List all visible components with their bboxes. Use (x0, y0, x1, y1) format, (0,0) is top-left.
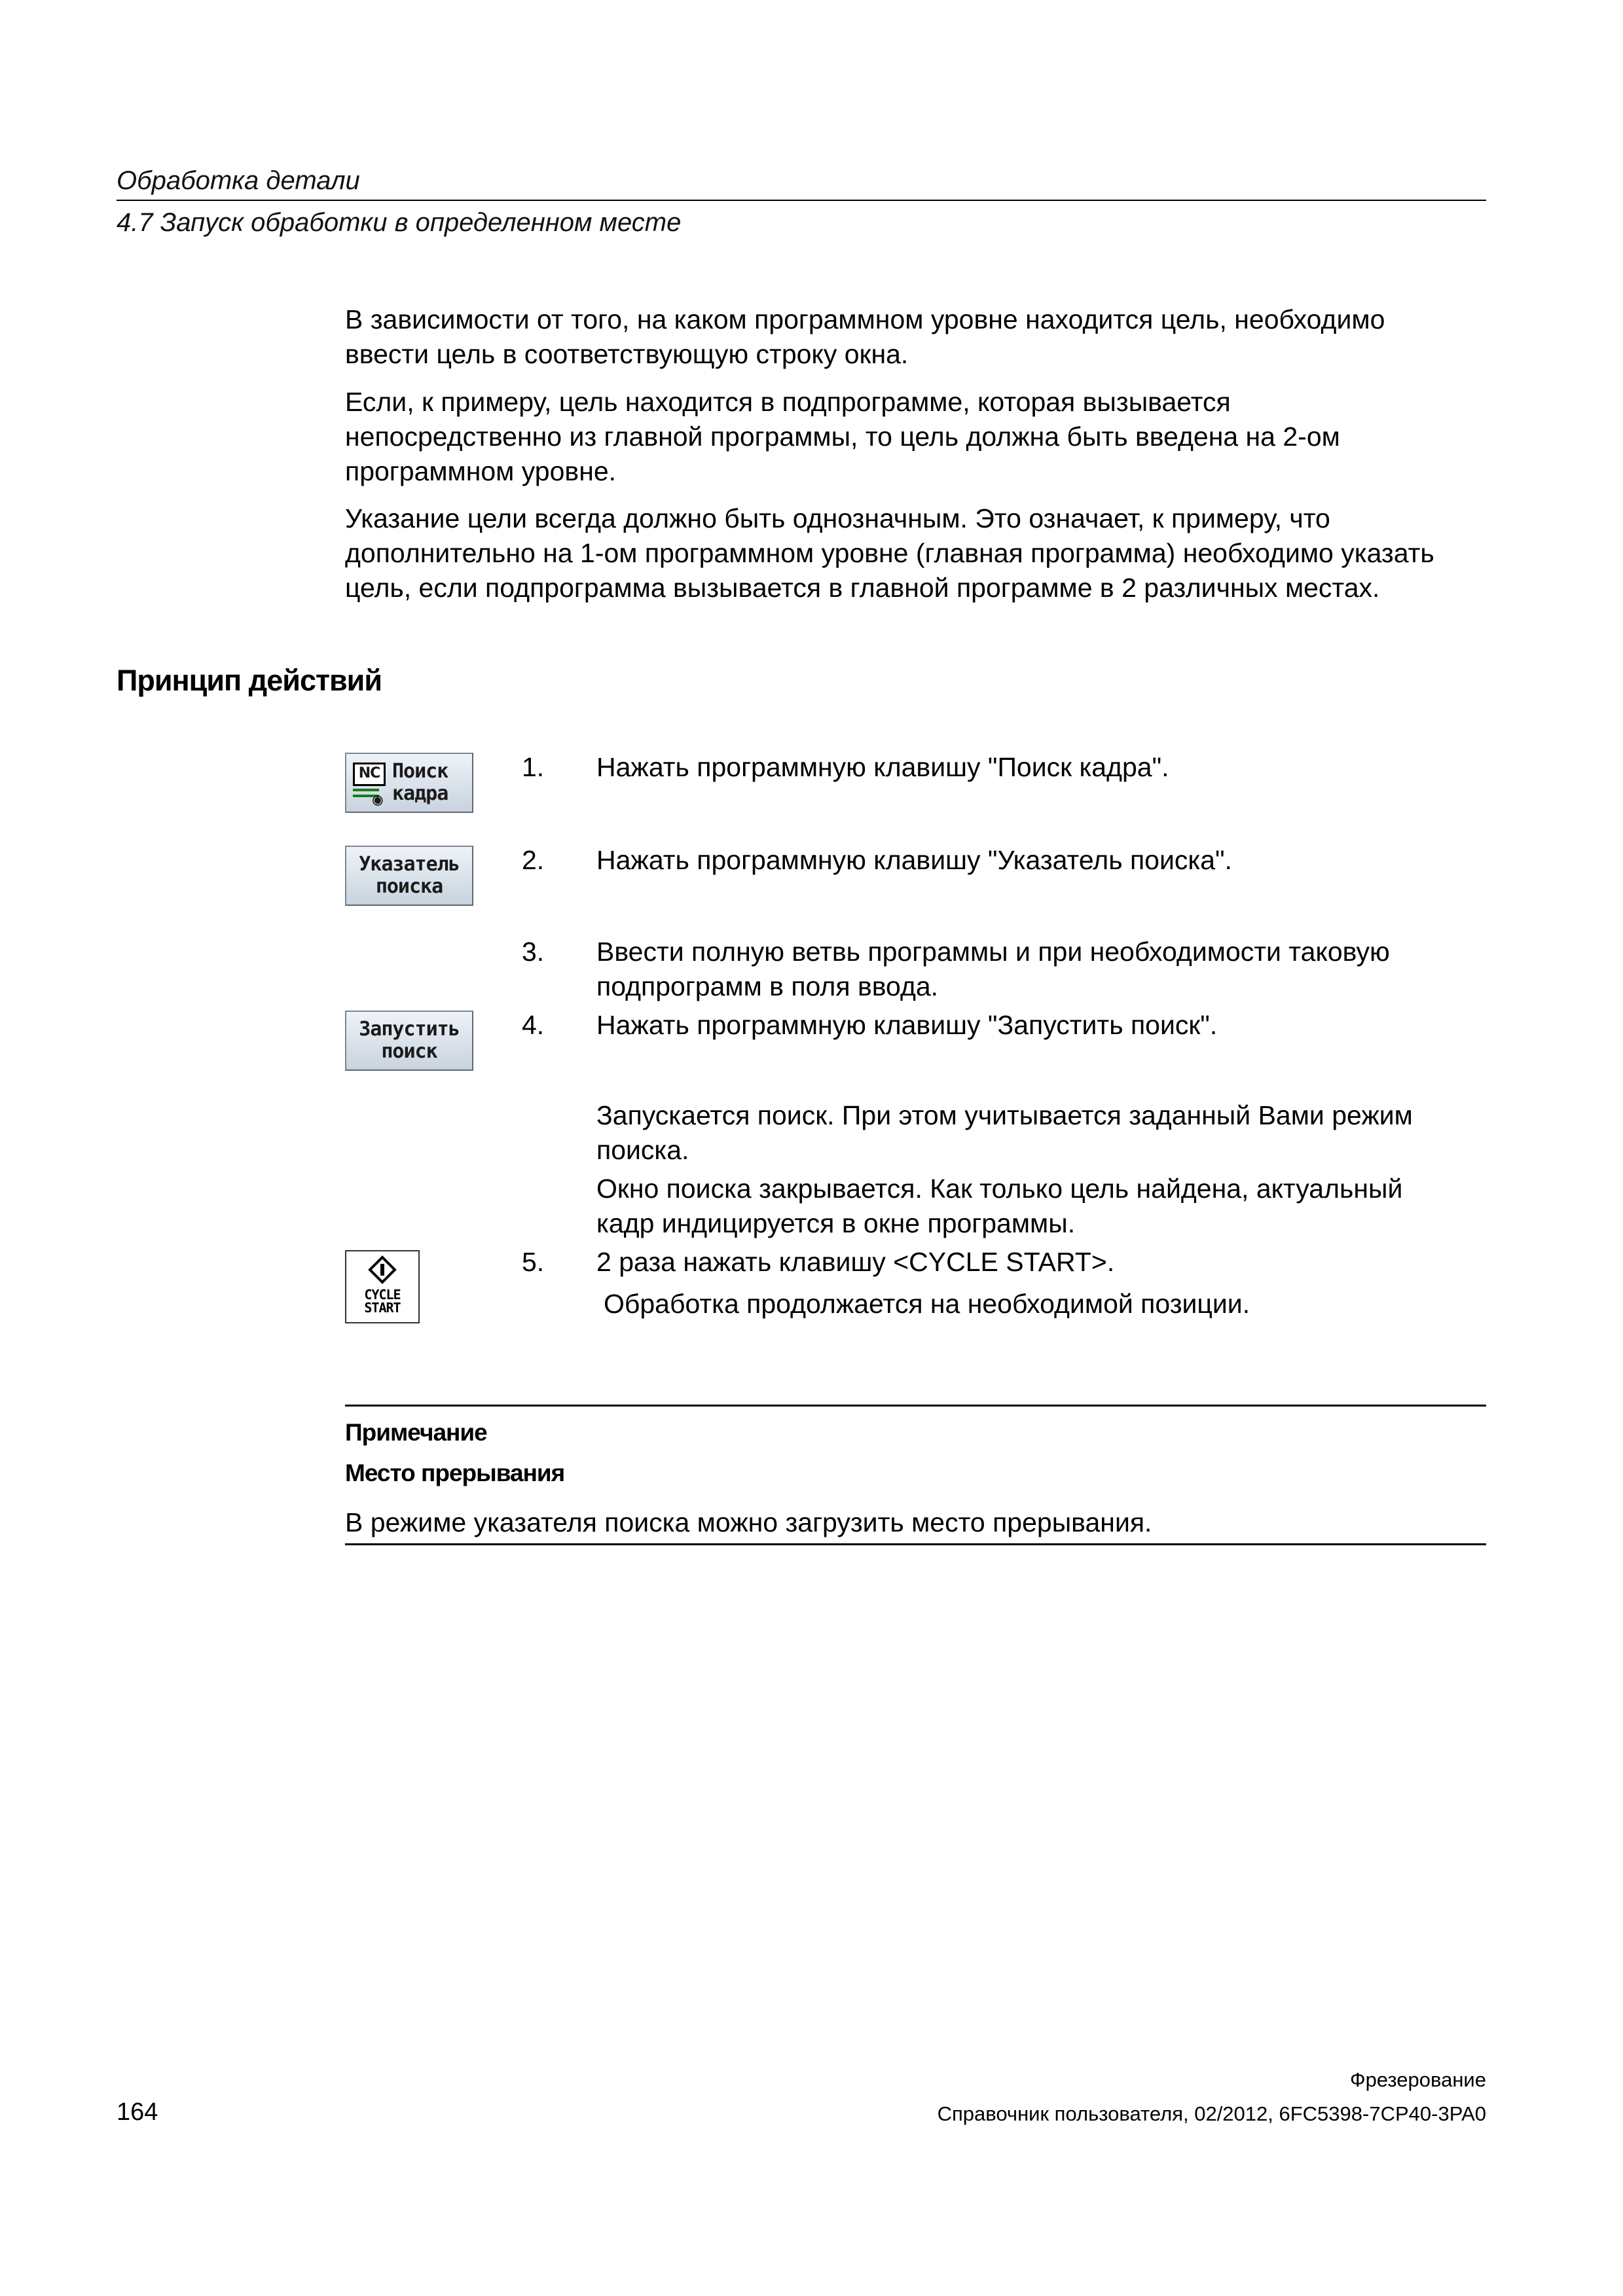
text-line: Если, к примеру, цель находится в подпрограмме, которая вызывается (345, 387, 1231, 417)
block-search-softkey (345, 753, 473, 813)
text-line: поиска. (596, 1135, 689, 1165)
cycle-start-key (345, 1250, 420, 1323)
text-line: программном уровне. (345, 456, 617, 486)
intro-paragraph-3 (345, 501, 1434, 605)
step-text (596, 935, 1390, 1004)
step-text (596, 750, 1169, 785)
nc-block-search-icon (353, 760, 386, 810)
running-header-chapter: Обработка детали (117, 166, 360, 195)
note-top-rule (345, 1405, 1486, 1407)
text-line: 2 раза нажать клавишу <CYCLE START>. (596, 1247, 1115, 1277)
step-text (596, 1008, 1217, 1043)
note-bottom-rule (345, 1543, 1486, 1545)
page-number: 164 (117, 2098, 158, 2126)
step-result: Обработка продолжается на необходимой позиции. (604, 1289, 1250, 1319)
text-line: Указание цели всегда должно быть однозначным. Это означает, к примеру, что (345, 503, 1330, 533)
intro-paragraph-1 (345, 302, 1385, 372)
text-line: Окно поиска закрывается. Как только цель найдена, актуальный (596, 1174, 1403, 1204)
search-pointer-softkey (345, 846, 473, 906)
softkey-label-line: Поиск (392, 760, 448, 783)
intro-paragraph-2 (345, 385, 1340, 489)
step-number: 4. (522, 1010, 545, 1040)
start-search-softkey (345, 1011, 473, 1071)
footer-manual: Справочник пользователя, 02/2012, 6FC5398-7CP40-3PA0 (937, 2102, 1486, 2125)
text-line: ввести цель в соответствующую строку окна. (345, 339, 909, 369)
step-text (596, 1245, 1114, 1280)
step-number: 1. (522, 752, 545, 782)
text-line: Ввести полную ветвь программы и при необходимости таковую (596, 937, 1390, 967)
note-text: В режиме указателя поиска можно загрузить место прерывания. (345, 1507, 1152, 1537)
text-line: Нажать программную клавишу "Указатель поиска". (596, 845, 1232, 875)
text-line: дополнительно на 1-ом программном уровне (главная программа) необходимо указать (345, 538, 1434, 568)
footer-product: Фрезерование (1350, 2068, 1486, 2091)
nc-tag: NC (353, 762, 386, 786)
note-label: Примечание (345, 1419, 487, 1446)
cycle-start-icon (368, 1255, 397, 1284)
softkey-label-line: поиска (375, 875, 443, 898)
block-search-label (392, 761, 448, 805)
key-label-line: START (364, 1300, 401, 1316)
text-line: кадр индицируется в окне программы. (596, 1208, 1076, 1238)
note-title: Место прерывания (345, 1460, 565, 1486)
text-line: непосредственно из главной программы, то цель должна быть введена на 2-ом (345, 422, 1340, 452)
step-result (596, 1098, 1413, 1168)
header-rule (117, 200, 1486, 201)
running-header-section: 4.7 Запуск обработки в определенном месте (117, 208, 682, 237)
text-line: Нажать программную клавишу "Запустить поиск". (596, 1010, 1218, 1040)
binoculars-icon: ◉ (373, 790, 382, 810)
cycle-start-label (364, 1288, 400, 1314)
softkey-label-line: кадра (392, 782, 448, 805)
step-number: 3. (522, 937, 545, 967)
softkey-label-line: Запустить (359, 1018, 460, 1041)
text-line: Нажать программную клавишу "Поиск кадра". (596, 752, 1169, 782)
key-label-line: CYCLE (364, 1287, 401, 1302)
step-number: 2. (522, 845, 545, 875)
text-line: В зависимости от того, на каком программном уровне находится цель, необходимо (345, 304, 1385, 334)
text-line: Запускается поиск. При этом учитывается заданный Вами режим (596, 1100, 1413, 1130)
step-result (596, 1172, 1402, 1241)
softkey-label-line: Указатель (359, 853, 460, 876)
section-heading: Принцип действий (117, 664, 382, 697)
text-line: цель, если подпрограмма вызывается в главной программе в 2 различных местах. (345, 573, 1380, 603)
step-number: 5. (522, 1247, 545, 1277)
step-text (596, 843, 1232, 878)
text-line: подпрограмм в поля ввода. (596, 971, 939, 1001)
softkey-label-line: поиск (381, 1040, 437, 1063)
